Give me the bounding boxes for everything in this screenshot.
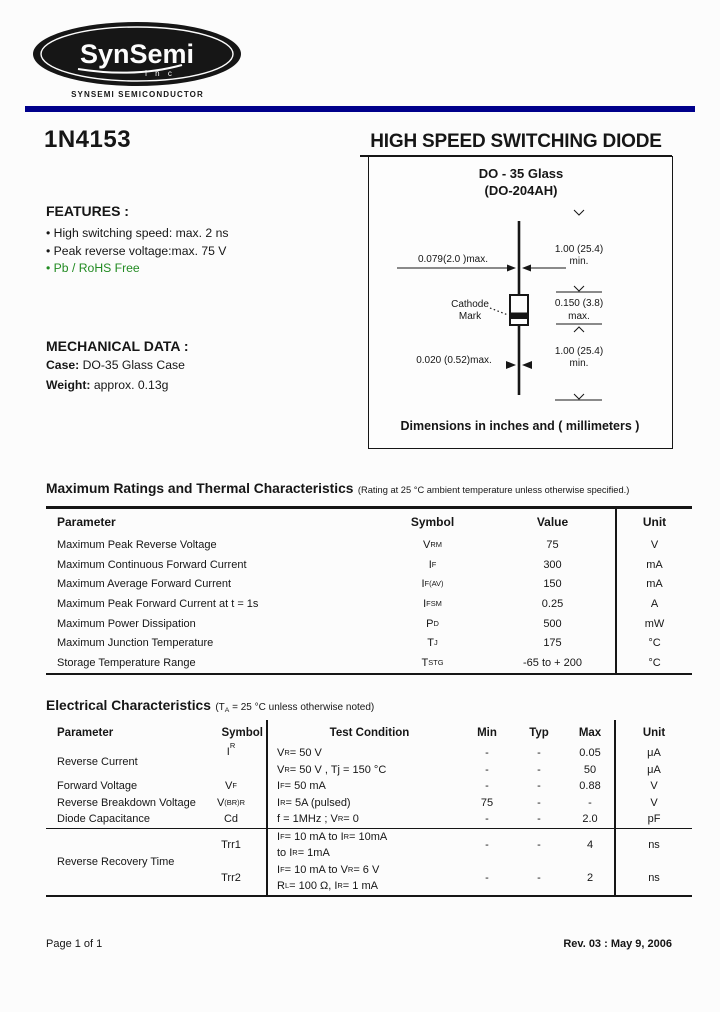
table-row: Storage Temperature Range T STG -65 to + 200 °C — [46, 653, 692, 673]
package-title: DO - 35 Glass — [478, 166, 564, 181]
cathode-mark-label-2: Mark — [458, 311, 482, 322]
col-symbol: Symbol — [410, 515, 455, 529]
table-row: Maximum Peak Forward Current at t = 1s I FSM 0.25 A — [46, 594, 692, 614]
part-number: 1N4153 — [44, 126, 132, 153]
caret-down-icon — [574, 286, 584, 291]
synsemi-logo-graphic — [30, 20, 245, 90]
table-row: Reverse Breakdown Voltage V (BR)R I R = 5A (pulsed) 75 - - V — [46, 795, 692, 812]
dim-lead-top-min-label: min. — [569, 256, 589, 267]
table-header-row — [46, 720, 692, 745]
col-parameter: Parameter — [57, 726, 114, 739]
feature-item: • High switching speed: max. 2 ns — [46, 226, 229, 240]
table-row: Maximum Power Dissipation P D 500 mW — [46, 614, 692, 634]
col-unit: Unit — [615, 509, 692, 535]
mechanical-heading: MECHANICAL DATA : — [46, 338, 189, 354]
page-number: Page 1 of 1 — [46, 938, 103, 950]
dim-lead-top-label: 1.00 (25.4) — [554, 244, 604, 255]
arrow-left-icon — [522, 265, 531, 272]
logo-inc-label: i n c — [145, 69, 175, 78]
dim-body-length-label: 0.150 (3.8) — [554, 298, 604, 309]
synsemi-logo — [30, 20, 245, 90]
col-unit: Unit — [614, 720, 692, 745]
col-symbol: Symbol — [221, 726, 263, 739]
dim-lead-dia-label: 0.020 (0.52)max. — [416, 355, 492, 366]
table-row: Maximum Continuous Forward Current I F 300 mA — [46, 555, 692, 575]
page-title: HIGH SPEED SWITCHING DIODE — [360, 131, 672, 157]
arrow-right-icon — [507, 265, 516, 272]
electrical-heading: Electrical Characteristics ($T_A = 25$ °C unless otherwise noted) — [46, 698, 375, 714]
package-diagram — [369, 157, 672, 448]
arrow-right-icon — [506, 361, 516, 369]
max-ratings-heading: Maximum Ratings and Thermal Characteristics (Rating at 25 °C ambient temperature unless otherwise specified.) — [46, 481, 630, 496]
features-heading: FEATURES : — [46, 203, 129, 219]
electrical-table — [46, 720, 692, 897]
table-row: Maximum Peak Reverse Voltage V RM 75 V — [46, 535, 692, 555]
col-parameter: Parameter — [57, 515, 116, 529]
logo-wordmark: SynSemi — [79, 39, 195, 69]
table-header-row — [46, 509, 692, 535]
table-row: V R = 50 V , Tj = 150 °C - - 50 μA — [266, 762, 692, 779]
table-row: Maximum Junction Temperature T J 175 °C — [46, 633, 692, 653]
caret-down-icon — [574, 394, 584, 399]
case-line: Case: DO-35 Glass Case — [46, 358, 185, 372]
feature-item: • Peak reverse voltage:max. 75 V — [46, 243, 227, 258]
table-row: Trr2 I F = 10 mA to V R = 6 V R L = 100 Ω, I R = 1 mA - - 2 ns — [196, 862, 692, 895]
electrical-note: ($T_A = 25$ °C unless otherwise noted) — [215, 702, 375, 714]
logo-subtitle: SYNSEMI SEMICONDUCTOR — [71, 90, 204, 99]
dim-lead-bot-min-label: min. — [569, 358, 589, 369]
package-caption: Dimensions in inches and ( millimeters ) — [400, 419, 640, 433]
table-row: Trr1 I F = 10 mA to I R = 10mA to I R = 1mA - - 4 ns — [196, 829, 692, 862]
col-min: Min — [477, 726, 497, 739]
mechanical-data-section — [46, 338, 356, 393]
cathode-band — [510, 313, 528, 320]
table-row: Forward Voltage V F I F = 50 mA - - 0.88 V — [46, 778, 692, 795]
max-ratings-note: (Rating at 25 °C ambient temperature unless otherwise specified.) — [357, 485, 630, 495]
dim-lead-bot-label: 1.00 (25.4) — [554, 346, 604, 357]
weight-line: Weight: approx. 0.13g — [46, 377, 169, 392]
table-row: V R = 50 V - - 0.05 μA — [266, 745, 692, 762]
package-outline-box — [368, 156, 673, 449]
col-typ: Typ — [529, 726, 549, 739]
col-value: Value — [536, 515, 569, 529]
table-row-group-recovery: Reverse Recovery Time Trr1 I F = 10 mA to I R = 10mA to I R = 1mA - - 4 ns Trr2 I F = 10 mA to V R = 6 V R L = 100 Ω, I R = 1 mA - - 2 ns — [46, 829, 692, 895]
max-ratings-table — [46, 506, 692, 675]
table-row: Maximum Average Forward Current I F(AV) 150 mA — [46, 574, 692, 594]
diode-body — [510, 295, 528, 325]
package-subtitle: (DO-204AH) — [484, 183, 558, 198]
feature-item-rohs: • Pb / RoHS Free — [46, 261, 140, 275]
table-row-group-reverse-current: Reverse Current I R V R = 50 V - - 0.05 μA V R = 50 V , Tj = 150 °C - - 50 μA — [46, 745, 692, 778]
cathode-mark-label-1: Cathode — [451, 299, 489, 310]
arrow-left-icon — [522, 361, 532, 369]
dim-body-length-max-label: max. — [568, 311, 590, 322]
features-section — [46, 203, 356, 278]
table-row: Diode Capacitance Cd f = 1MHz ; V R = 0 - - 2.0 pF — [46, 811, 692, 829]
col-max: Max — [578, 726, 602, 739]
header-rule — [25, 106, 695, 112]
caret-up-icon — [574, 327, 584, 332]
dim-body-width-label: 0.079(2.0 )max. — [417, 254, 489, 265]
revision-date: Rev. 03 : May 9, 2006 — [563, 938, 672, 950]
callout-dotted-line — [490, 308, 508, 315]
caret-down-icon — [574, 210, 584, 215]
col-test-condition: Test Condition — [266, 720, 462, 745]
